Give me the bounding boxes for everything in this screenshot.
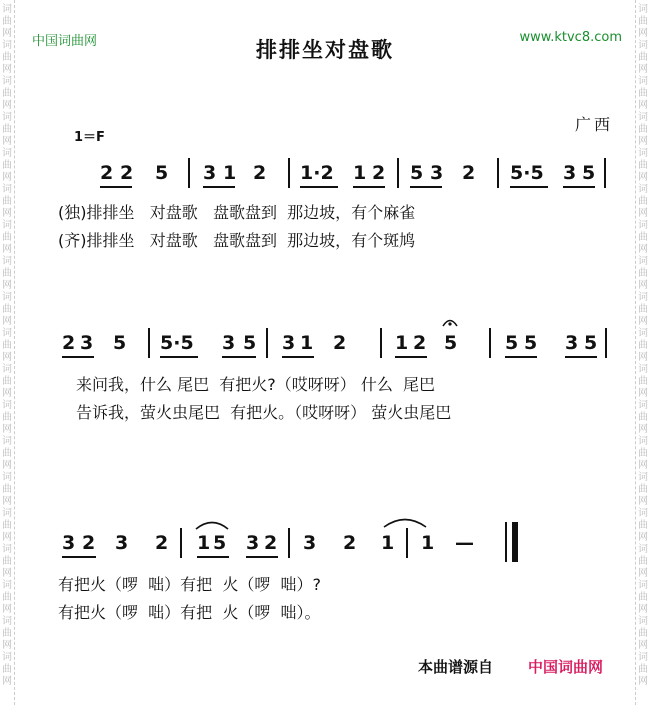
note: 1 [381,532,395,554]
watermark-glyph: 词 [638,616,648,627]
watermark-glyph: 网 [638,676,648,687]
beam [246,556,278,558]
watermark-glyph: 词 [2,148,12,159]
watermark-glyph: 曲 [2,16,12,27]
watermark-glyph: 网 [2,28,12,39]
watermark-glyph: 曲 [2,628,12,639]
watermark-glyph: 网 [2,208,12,219]
source-label: 本曲谱源自 [418,658,494,676]
watermark-glyph: 词 [638,400,648,411]
watermark-glyph: 词 [2,328,12,339]
watermark-glyph: 词 [638,328,648,339]
watermark-glyph: 词 [2,4,12,15]
note: 2 [343,532,357,554]
watermark-glyph: 词 [2,76,12,87]
note: 5 [444,332,458,354]
watermark-glyph: 曲 [2,484,12,495]
watermark-glyph: 曲 [2,592,12,603]
barline [180,528,182,558]
watermark-glyph: 词 [2,400,12,411]
watermark-glyph: 曲 [2,232,12,243]
watermark-glyph: 曲 [2,340,12,351]
note: 1 [353,162,367,184]
tie-icon [382,516,428,528]
note: 2 [253,162,267,184]
note: 5 [155,162,169,184]
note: 2 [82,532,96,554]
note: 1·2 [300,162,334,184]
lyrics-row-3-line-1: 有把火（啰 咄）有把 火（啰 咄）? [58,575,322,594]
note: 1 [421,532,435,554]
note: 2 [100,162,114,184]
watermark-glyph: 曲 [2,196,12,207]
watermark-glyph: 曲 [2,556,12,567]
final-barline-thick [512,522,518,562]
watermark-glyph: 网 [638,280,648,291]
watermark-glyph: 词 [638,652,648,663]
watermark-glyph: 词 [2,292,12,303]
watermark-glyph: 曲 [638,520,648,531]
watermark-glyph: 曲 [2,268,12,279]
watermark-glyph: 词 [2,40,12,51]
note: 5 [582,162,596,184]
watermark-glyph: 网 [2,280,12,291]
note: 3 [563,162,577,184]
beam [300,186,338,188]
watermark-glyph: 词 [2,364,12,375]
watermark-glyph: 词 [638,256,648,267]
watermark-glyph: 词 [638,112,648,123]
note: 1 [197,532,211,554]
watermark-glyph: 网 [638,100,648,111]
note: 5 [584,332,598,354]
watermark-glyph: 词 [638,292,648,303]
note: 3 [115,532,129,554]
watermark-glyph: 网 [638,64,648,75]
watermark-glyph: 网 [638,316,648,327]
watermark-glyph: 词 [638,508,648,519]
watermark-glyph: 网 [638,496,648,507]
watermark-glyph: 曲 [638,628,648,639]
watermark-glyph: 网 [2,424,12,435]
lyrics-row-1-line-1: (独)排排坐 对盘歌 盘歌盘到 那边坡，有个麻雀 [58,203,416,222]
note: 2 [62,332,76,354]
beam [62,356,94,358]
watermark-glyph: 网 [638,604,648,615]
watermark-glyph: 曲 [2,412,12,423]
note: 5·5 [160,332,194,354]
watermark-glyph: 曲 [638,196,648,207]
watermark-glyph: 曲 [2,304,12,315]
watermark-glyph: 词 [638,364,648,375]
watermark-glyph: 词 [638,544,648,555]
watermark-glyph: 网 [2,352,12,363]
song-title: 排排坐对盘歌 [256,38,394,62]
watermark-glyph: 网 [2,136,12,147]
watermark-glyph: 网 [638,136,648,147]
notation-row-3 [0,528,650,560]
notation-row-2 [0,328,650,360]
watermark-glyph: 曲 [2,448,12,459]
watermark-glyph: 网 [2,532,12,543]
watermark-glyph: 词 [638,76,648,87]
note: 2 [462,162,476,184]
site-url-right: www.ktvc8.com [519,30,622,45]
note: 3 [62,532,76,554]
watermark-glyph: 词 [638,184,648,195]
site-name-left: 中国词曲网 [32,34,98,49]
beam [203,186,235,188]
note: 5 [524,332,538,354]
watermark-glyph: 词 [638,4,648,15]
watermark-glyph: 词 [2,184,12,195]
beam [282,356,314,358]
note: 3 [565,332,579,354]
note: 2 [333,332,347,354]
watermark-glyph: 网 [2,64,12,75]
watermark-glyph: 曲 [638,124,648,135]
watermark-glyph: 曲 [638,376,648,387]
watermark-glyph: 词 [638,40,648,51]
watermark-glyph: 网 [638,244,648,255]
watermark-glyph: 网 [638,352,648,363]
watermark-glyph: 曲 [638,412,648,423]
note: 3 [80,332,94,354]
lyrics-row-2-line-2: 告诉我，萤火虫尾巴 有把火。（哎呀呀） 萤火虫尾巴 [76,403,452,422]
note: 2 [413,332,427,354]
watermark-glyph: 词 [638,436,648,447]
watermark-glyph: 网 [638,532,648,543]
beam [505,356,537,358]
watermark-glyph: 网 [2,460,12,471]
watermark-glyph: 词 [2,436,12,447]
watermark-glyph: 词 [638,580,648,591]
barline [497,158,499,188]
beam [197,556,229,558]
watermark-glyph: 曲 [2,664,12,675]
watermark-glyph: 曲 [638,664,648,675]
barline [406,528,408,558]
watermark-glyph: 网 [638,28,648,39]
watermark-glyph: 曲 [638,160,648,171]
final-barline-thin [505,522,507,562]
lyrics-row-3-line-2: 有把火（啰 咄）有把 火（啰 咄）。 [58,603,321,622]
watermark-glyph: 网 [2,388,12,399]
watermark-glyph: 网 [2,172,12,183]
beam [410,186,442,188]
watermark-glyph: 词 [2,112,12,123]
watermark-glyph: 网 [638,424,648,435]
watermark-glyph: 曲 [638,232,648,243]
note: 3 [246,532,260,554]
note: 1 [395,332,409,354]
watermark-glyph: 词 [2,544,12,555]
barline [605,328,607,358]
barline [604,158,606,188]
note: 2 [264,532,278,554]
watermark-glyph: 网 [2,676,12,687]
watermark-glyph: 曲 [638,268,648,279]
note: 2 [372,162,386,184]
source-site-link[interactable]: 中国词曲网 [528,658,604,676]
note: 5 [410,162,424,184]
beam [222,356,256,358]
note: 5 [113,332,127,354]
barline [489,328,491,358]
watermark-glyph: 曲 [638,484,648,495]
watermark-glyph: 网 [2,496,12,507]
note: — [455,532,474,554]
note: 5 [213,532,227,554]
note: 5 [243,332,257,354]
watermark-glyph: 曲 [2,160,12,171]
watermark-glyph: 网 [638,568,648,579]
watermark-glyph: 曲 [638,16,648,27]
barline [148,328,150,358]
watermark-glyph: 词 [2,508,12,519]
barline [288,158,290,188]
watermark-glyph: 曲 [638,592,648,603]
beam [160,356,198,358]
watermark-glyph: 词 [2,616,12,627]
watermark-glyph: 网 [638,388,648,399]
watermark-glyph: 曲 [638,88,648,99]
watermark-glyph: 网 [638,172,648,183]
watermark-glyph: 曲 [638,304,648,315]
watermark-glyph: 曲 [638,556,648,567]
watermark-glyph: 曲 [638,448,648,459]
watermark-glyph: 词 [2,580,12,591]
watermark-glyph: 曲 [2,520,12,531]
watermark-glyph: 网 [2,640,12,651]
notation-row-1 [0,158,650,190]
note: 5 [505,332,519,354]
watermark-glyph: 词 [638,220,648,231]
beam [62,556,96,558]
song-region: 广西 [575,115,614,134]
barline [397,158,399,188]
note: 3 [282,332,296,354]
fermata-icon [441,316,459,328]
watermark-glyph: 曲 [638,340,648,351]
watermark-glyph: 网 [2,100,12,111]
watermark-glyph: 词 [638,472,648,483]
watermark-glyph: 词 [2,256,12,267]
note: 3 [203,162,217,184]
watermark-glyph: 词 [638,148,648,159]
watermark-glyph: 曲 [2,376,12,387]
note: 2 [120,162,134,184]
note: 1 [300,332,314,354]
watermark-glyph: 词 [2,472,12,483]
note: 3 [303,532,317,554]
note: 3 [222,332,236,354]
note: 3 [430,162,444,184]
watermark-glyph: 曲 [2,124,12,135]
slur-icon [194,518,230,530]
note: 5·5 [510,162,544,184]
beam [563,186,595,188]
beam [100,186,132,188]
barline [266,328,268,358]
watermark-glyph: 词 [2,220,12,231]
lyrics-row-2-line-1: 来问我，什么 尾巴 有把火?（哎呀呀） 什么 尾巴 [76,375,436,394]
note: 2 [155,532,169,554]
watermark-glyph: 网 [638,640,648,651]
watermark-glyph: 曲 [638,52,648,63]
watermark-glyph: 网 [638,460,648,471]
watermark-glyph: 词 [2,652,12,663]
watermark-glyph: 网 [638,208,648,219]
key-signature: 1＝F [74,130,105,145]
beam [510,186,548,188]
watermark-glyph: 曲 [2,88,12,99]
beam [395,356,427,358]
note: 1 [223,162,237,184]
barline [380,328,382,358]
watermark-glyph: 曲 [2,52,12,63]
watermark-glyph: 网 [2,244,12,255]
watermark-glyph: 网 [2,316,12,327]
beam [565,356,597,358]
barline [288,528,290,558]
watermark-glyph: 网 [2,568,12,579]
lyrics-row-1-line-2: (齐)排排坐 对盘歌 盘歌盘到 那边坡，有个斑鸠 [58,231,416,250]
barline [188,158,190,188]
beam [353,186,385,188]
watermark-glyph: 网 [2,604,12,615]
